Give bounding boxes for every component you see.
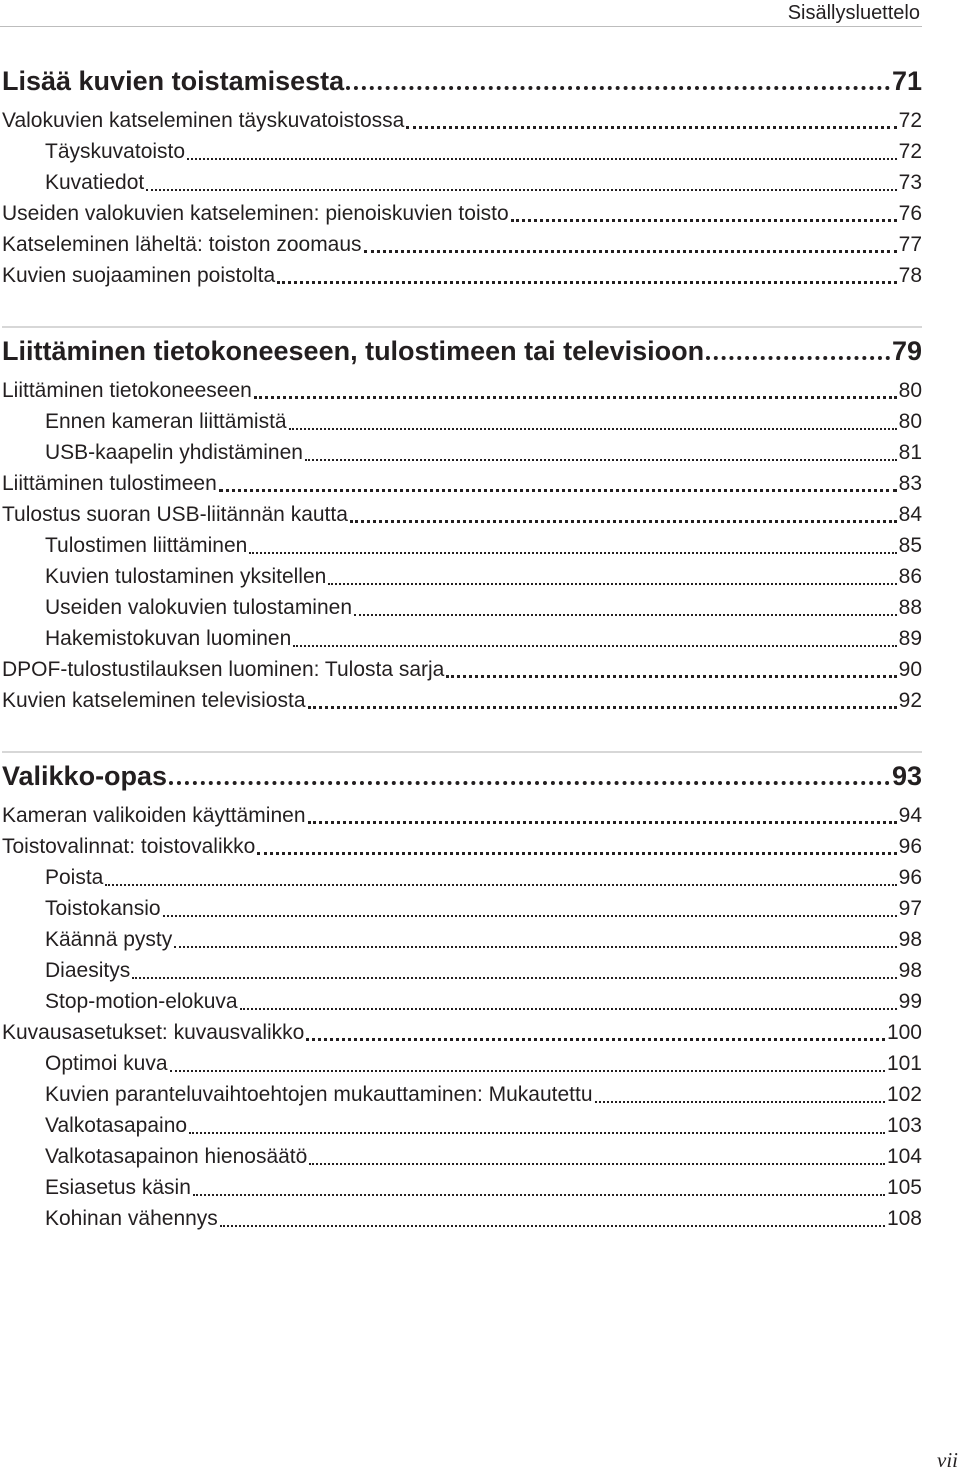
toc-subentry-page-number: 72	[898, 140, 922, 163]
toc-subentry-label: Valkotasapainon hienosäätö	[45, 1145, 308, 1168]
toc-section	[2, 751, 922, 1233]
toc-entry-label: Kameran valikoiden käyttäminen	[2, 804, 306, 827]
toc-entry-page-number: 90	[898, 658, 922, 681]
toc-subentry[interactable]	[2, 923, 922, 954]
toc-subentry[interactable]	[2, 591, 922, 622]
toc-subentry[interactable]	[2, 892, 922, 923]
toc-heading-label: Valikko-opas	[2, 761, 168, 791]
toc-entry[interactable]	[2, 467, 922, 498]
dot-leader	[146, 189, 896, 191]
toc-entry-label: Liittäminen tietokoneeseen	[2, 379, 252, 402]
toc-subentry[interactable]	[2, 1078, 922, 1109]
dot-leader	[293, 645, 896, 647]
dot-leader	[511, 219, 897, 222]
toc-entry-page-number: 72	[898, 109, 922, 132]
toc-entry-page-number: 76	[898, 202, 922, 225]
toc-subentry-label: Optimoi kuva	[45, 1052, 168, 1075]
toc-subentry-page-number: 89	[898, 627, 922, 650]
dot-leader	[249, 552, 896, 554]
toc-subentry-label: Stop-motion-elokuva	[45, 990, 238, 1013]
toc-subentry[interactable]	[2, 622, 922, 653]
toc-subentry[interactable]	[2, 1109, 922, 1140]
toc-subentry-label: Valkotasapaino	[45, 1114, 188, 1137]
toc-subentry-label: Poista	[45, 866, 104, 889]
toc-entry[interactable]	[2, 228, 922, 259]
toc-subentry-page-number: 81	[898, 441, 922, 464]
section-divider	[2, 751, 922, 753]
dot-leader	[169, 781, 890, 785]
dot-leader	[328, 583, 896, 585]
toc-subentry-label: Toistokansio	[45, 897, 161, 920]
toc-subentry-label: Useiden valokuvien tulostaminen	[45, 596, 353, 619]
toc-entry-label: Kuvien katseleminen televisiosta	[2, 689, 306, 712]
section-divider	[2, 326, 922, 328]
toc-subentry[interactable]	[2, 861, 922, 892]
dot-leader	[187, 158, 897, 160]
page-number: vii	[937, 1448, 958, 1472]
dot-leader	[364, 250, 897, 253]
toc-subentry[interactable]	[2, 166, 922, 197]
toc-entry-label: Kuvausasetukset: kuvausvalikko	[2, 1021, 305, 1044]
dot-leader	[163, 915, 897, 917]
header-rule	[0, 26, 922, 27]
dot-leader	[193, 1194, 885, 1196]
toc-subentry[interactable]	[2, 529, 922, 560]
dot-leader	[308, 706, 897, 709]
toc-entry-label: Valokuvien katseleminen täyskuvatoistossa	[2, 109, 405, 132]
toc-subentry[interactable]	[2, 560, 922, 591]
toc-entry-page-number: 92	[898, 689, 922, 712]
dot-leader	[289, 428, 897, 430]
toc-heading[interactable]	[2, 757, 922, 793]
toc-subentry-page-number: 73	[898, 171, 922, 194]
toc-entry-label: Toistovalinnat: toistovalikko	[2, 835, 256, 858]
dot-leader	[132, 977, 896, 979]
toc-entry[interactable]	[2, 259, 922, 290]
dot-leader	[306, 1038, 885, 1041]
dot-leader	[706, 356, 890, 360]
dot-leader	[170, 1070, 885, 1072]
toc-heading[interactable]	[2, 332, 922, 368]
toc-heading-page-number: 93	[891, 761, 922, 791]
toc-subentry-label: Kuvien tulostaminen yksitellen	[45, 565, 327, 588]
toc-subentry-label: Täyskuvatoisto	[45, 140, 186, 163]
dot-leader	[219, 489, 897, 492]
toc-heading-page-number: 71	[891, 66, 922, 96]
toc-subentry-page-number: 96	[898, 866, 922, 889]
toc-subentry-page-number: 108	[886, 1207, 922, 1230]
toc-subentry[interactable]	[2, 954, 922, 985]
toc-entry-page-number: 78	[898, 264, 922, 287]
toc-entry-page-number: 77	[898, 233, 922, 256]
toc-entry-label: Kuvien suojaaminen poistolta	[2, 264, 276, 287]
dot-leader	[277, 281, 896, 284]
dot-leader	[309, 1163, 885, 1165]
toc-entry-page-number: 96	[898, 835, 922, 858]
toc-entry[interactable]	[2, 1016, 922, 1047]
dot-leader	[595, 1101, 885, 1103]
toc-subentry-label: USB-kaapelin yhdistäminen	[45, 441, 303, 464]
toc-subentry-page-number: 102	[886, 1083, 922, 1106]
dot-leader	[105, 884, 896, 886]
toc-heading[interactable]	[2, 62, 922, 98]
dot-leader	[346, 86, 890, 90]
dot-leader	[446, 675, 896, 678]
running-header-title: Sisällysluettelo	[787, 2, 920, 24]
toc-subentry[interactable]	[2, 1202, 922, 1233]
toc-entry[interactable]	[2, 374, 922, 405]
toc-entry-label: Liittäminen tulostimeen	[2, 472, 217, 495]
toc-subentry-label: Hakemistokuvan luominen	[45, 627, 292, 650]
toc-subentry[interactable]	[2, 405, 922, 436]
toc-entry-page-number: 84	[898, 503, 922, 526]
toc-subentry-label: Kuvien paranteluvaihtoehtojen mukauttaminen: Mukautettu	[45, 1083, 593, 1106]
toc-subentry-page-number: 98	[898, 959, 922, 982]
toc-subentry-label: Käännä pysty	[45, 928, 173, 951]
dot-leader	[174, 946, 896, 948]
toc-subentry[interactable]	[2, 135, 922, 166]
toc-subentry-label: Diaesitys	[45, 959, 131, 982]
dot-leader	[305, 459, 897, 461]
toc-entry[interactable]	[2, 684, 922, 715]
toc-entry-label: DPOF-tulostustilauksen luominen: Tulosta sarja	[2, 658, 445, 681]
toc-subentry-label: Kohinan vähennys	[45, 1207, 218, 1230]
toc-entry[interactable]	[2, 197, 922, 228]
toc-entry-label: Useiden valokuvien katseleminen: pienoiskuvien toisto	[2, 202, 509, 225]
toc-entry[interactable]	[2, 653, 922, 684]
toc-subentry-label: Kuvatiedot	[45, 171, 145, 194]
dot-leader	[254, 396, 897, 399]
toc-entry[interactable]	[2, 830, 922, 861]
toc-subentry-page-number: 80	[898, 410, 922, 433]
toc-subentry-page-number: 99	[898, 990, 922, 1013]
toc-subentry-page-number: 104	[886, 1145, 922, 1168]
toc-entry-page-number: 83	[898, 472, 922, 495]
toc-subentry[interactable]	[2, 1140, 922, 1171]
toc-subentry[interactable]	[2, 436, 922, 467]
toc-entry[interactable]	[2, 104, 922, 135]
toc-subentry[interactable]	[2, 1171, 922, 1202]
toc-subentry-page-number: 97	[898, 897, 922, 920]
dot-leader	[257, 852, 896, 855]
toc-subentry-label: Ennen kameran liittämistä	[45, 410, 287, 433]
toc-entry-page-number: 94	[898, 804, 922, 827]
dot-leader	[350, 520, 897, 523]
dot-leader	[406, 126, 896, 129]
dot-leader	[354, 614, 897, 616]
toc-entry[interactable]	[2, 498, 922, 529]
page-header	[0, 0, 960, 26]
toc-subentry-page-number: 98	[898, 928, 922, 951]
toc-subentry[interactable]	[2, 1047, 922, 1078]
toc-subentry-page-number: 105	[886, 1176, 922, 1199]
toc-entry-page-number: 100	[886, 1021, 922, 1044]
toc-heading-label: Liittäminen tietokoneeseen, tulostimeen tai televisioon	[2, 336, 705, 366]
toc-heading-page-number: 79	[891, 336, 922, 366]
toc-entry[interactable]	[2, 799, 922, 830]
toc-entry-page-number: 80	[898, 379, 922, 402]
dot-leader	[308, 821, 897, 824]
toc-section	[2, 56, 922, 290]
toc-subentry-page-number: 85	[898, 534, 922, 557]
dot-leader	[189, 1132, 885, 1134]
toc-subentry[interactable]	[2, 985, 922, 1016]
toc-entry-label: Katseleminen läheltä: toiston zoomaus	[2, 233, 362, 256]
toc-entry-label: Tulostus suoran USB-liitännän kautta	[2, 503, 348, 526]
toc-subentry-page-number: 88	[898, 596, 922, 619]
toc-subentry-page-number: 101	[886, 1052, 922, 1075]
toc-subentry-page-number: 103	[886, 1114, 922, 1137]
dot-leader	[220, 1225, 885, 1227]
toc-subentry-label: Esiasetus käsin	[45, 1176, 191, 1199]
toc-section	[2, 326, 922, 715]
dot-leader	[240, 1008, 897, 1010]
toc-subentry-page-number: 86	[898, 565, 922, 588]
toc-subentry-label: Tulostimen liittäminen	[45, 534, 248, 557]
toc-heading-label: Lisää kuvien toistamisesta	[2, 66, 345, 96]
